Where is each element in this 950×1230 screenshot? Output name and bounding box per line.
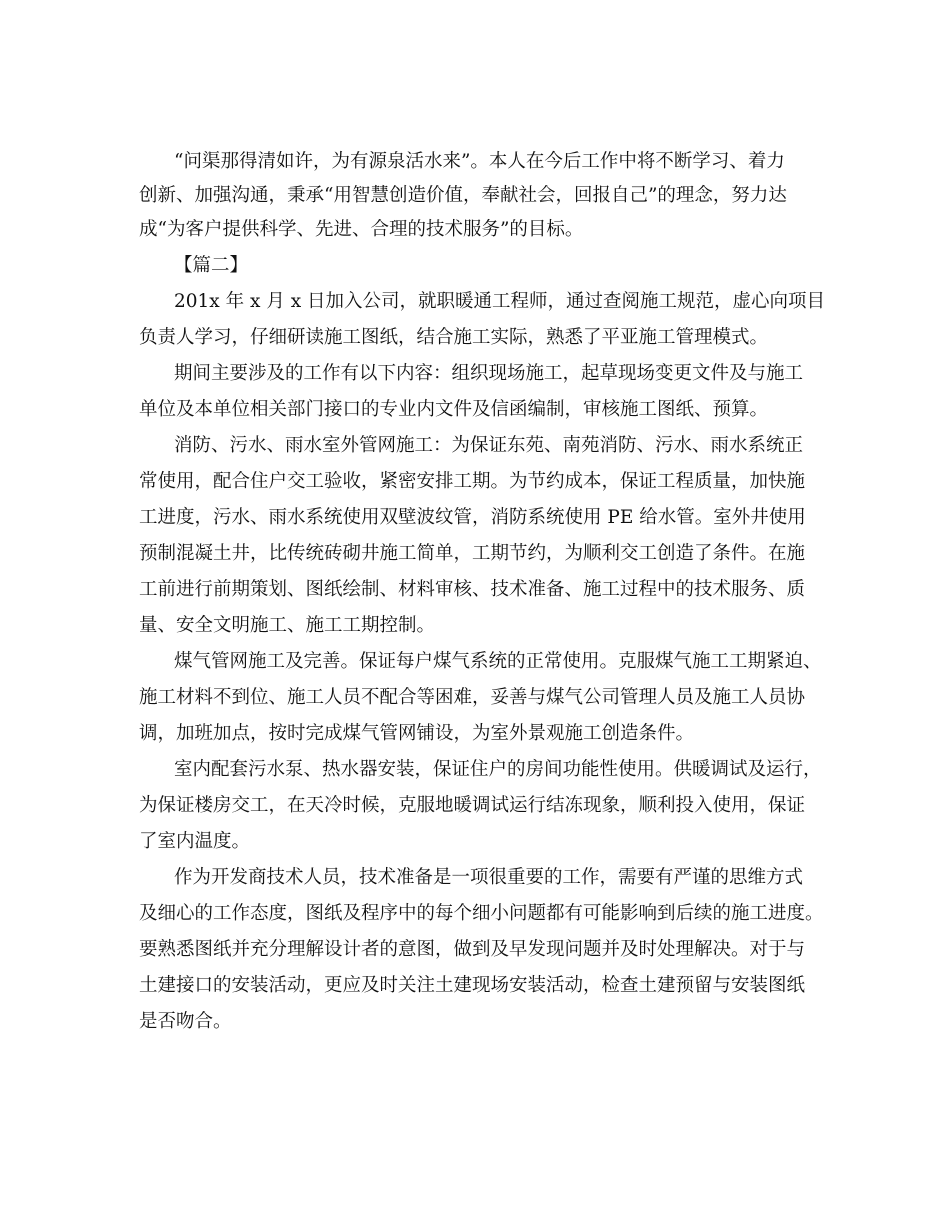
paragraph-line: 消防、污水、雨水室外管网施工：为保证东苑、南苑消防、污水、雨水系统正 [174,435,804,456]
paragraph-line: 室内配套污水泵、热水器安装，保证住户的房间功能性使用。供暖调试及运行， [174,759,822,780]
paragraph-line: 施工材料不到位、施工人员不配合等困难，妥善与煤气公司管理人员及施工人员协 [139,687,806,708]
paragraph-line: 土建接口的安装活动，更应及时关注土建现场安装活动，检查土建预留与安装图纸 [139,975,806,996]
paragraph-line: 常使用，配合住户交工验收，紧密安排工期。为节约成本，保证工程质量，加快施 [139,471,806,492]
paragraph-line: 量、安全文明施工、施工工期控制。 [139,615,436,636]
paragraph-line: 为保证楼房交工，在天冷时候，克服地暖调试运行结冻现象，顺利投入使用，保证 [139,795,806,816]
section-heading: 【篇二】 [174,255,249,276]
paragraph-line: 创新、加强沟通，秉承“用智慧创造价值，奉献社会，回报自己”的理念，努力达 [139,185,787,206]
paragraph-line: 负责人学习，仔细研读施工图纸，结合施工实际，熟悉了平亚施工管理模式。 [139,327,769,348]
paragraph-line: 调，加班加点，按时完成煤气管网铺设，为室外景观施工创造条件。 [139,723,695,744]
paragraph-line: “问渠那得清如许，为有源泉活水来”。本人在今后工作中将不断学习、着力 [174,151,785,172]
paragraph-line: 是否吻合。 [139,1011,232,1032]
paragraph-line: 要熟悉图纸并充分理解设计者的意图，做到及早发现问题并及时处理解决。对于与 [139,939,806,960]
paragraph-line: 预制混凝土井，比传统砖砌井施工简单，工期节约，为顺利交工创造了条件。在施 [139,543,806,564]
paragraph-line: 201x 年 x 月 x 日加入公司，就职暖通工程师，通过查阅施工规范，虚心向项目 [174,291,826,312]
paragraph-line: 工前进行前期策划、图纸绘制、材料审核、技术准备、施工过程中的技术服务、质 [139,579,806,600]
paragraph-line: 了室内温度。 [139,831,251,852]
paragraph-line: 工进度，污水、雨水系统使用双壁波纹管，消防系统使用 PE 给水管。室外井使用 [139,507,806,528]
paragraph-line: 煤气管网施工及完善。保证每户煤气系统的正常使用。克服煤气施工工期紧迫、 [174,651,822,672]
paragraph-line: 成“为客户提供科学、先进、合理的技术服务”的目标。 [139,219,584,240]
paragraph-line: 作为开发商技术人员，技术准备是一项很重要的工作，需要有严谨的思维方式 [174,867,804,888]
paragraph-line: 单位及本单位相关部门接口的专业内文件及信函编制，审核施工图纸、预算。 [139,399,769,420]
paragraph-line: 期间主要涉及的工作有以下内容：组织现场施工，起草现场变更文件及与施工 [174,363,804,384]
paragraph-line: 及细心的工作态度，图纸及程序中的每个细小问题都有可能影响到后续的施工进度。 [139,903,824,924]
